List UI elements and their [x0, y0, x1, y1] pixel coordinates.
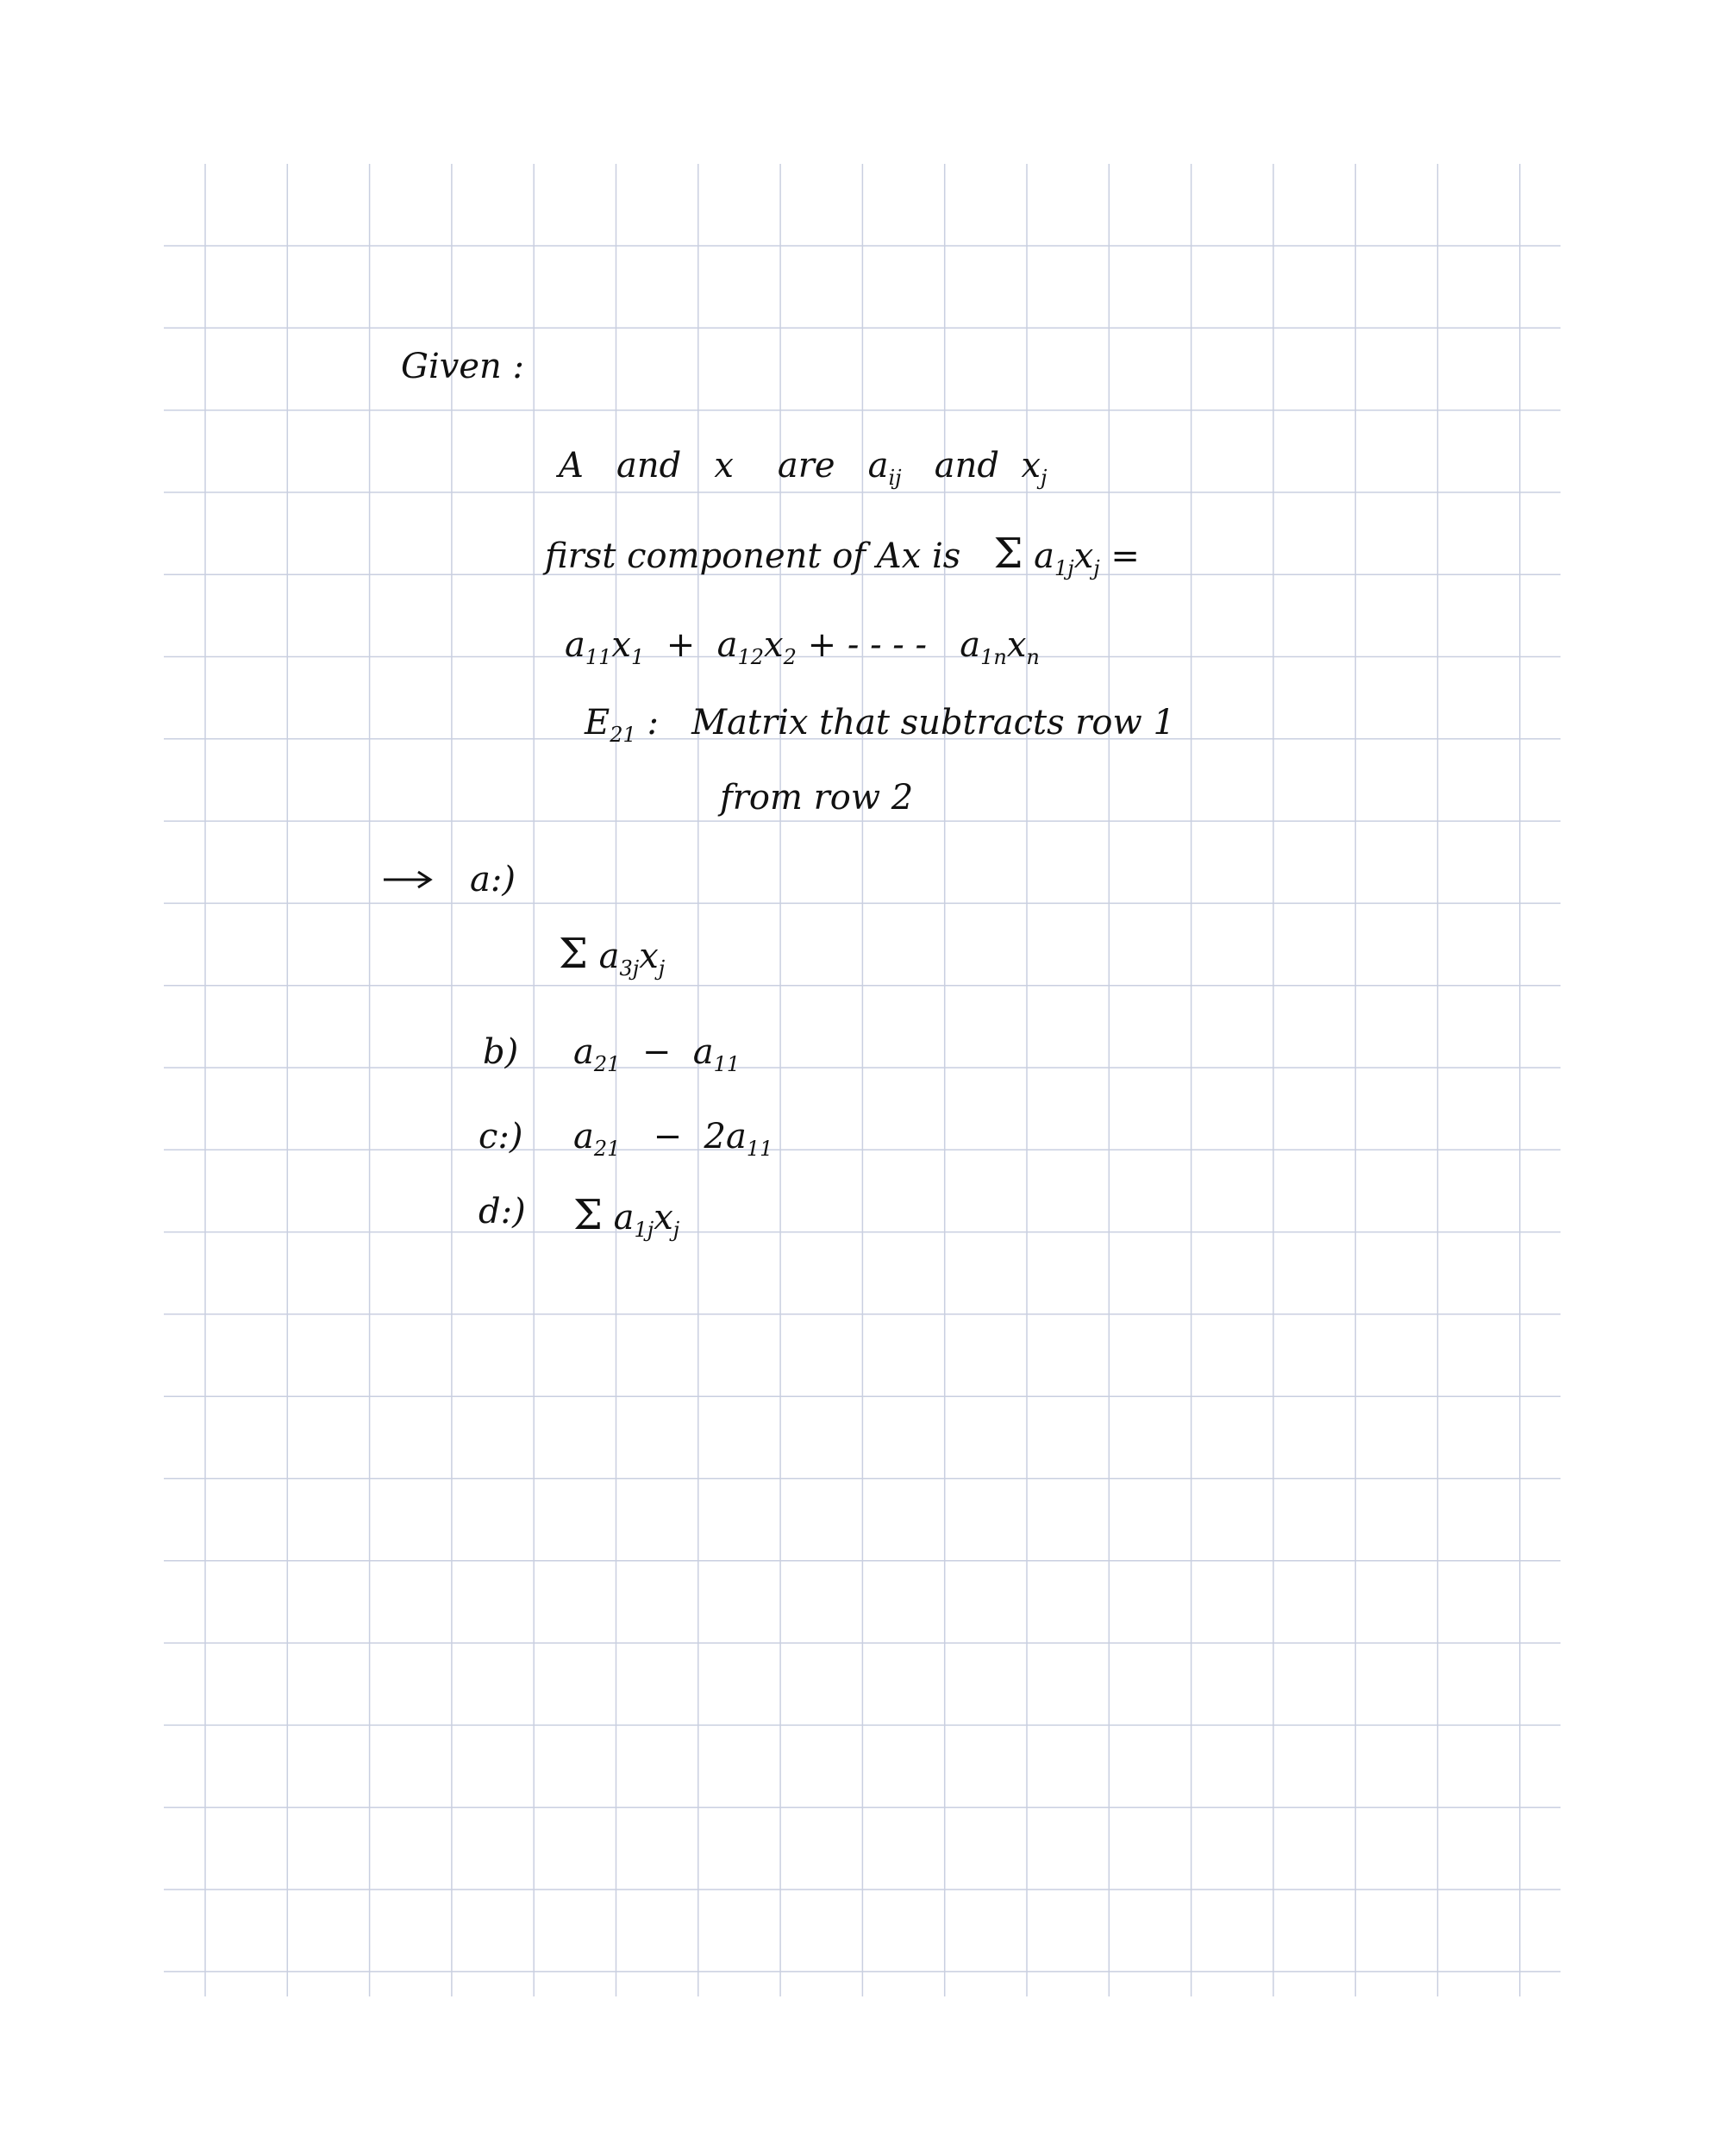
e21-description: Matrix that subtracts row 1 [691, 703, 1175, 743]
minus-sign: − [641, 1032, 672, 1072]
part-d-label: d:) [478, 1192, 526, 1232]
sigma-symbol: Σ [559, 930, 588, 978]
part-b-answer [573, 1032, 741, 1076]
part-a-answer [559, 930, 666, 981]
coefficient: 2 [704, 1117, 726, 1156]
term-a11: $a_{11}$ [692, 1032, 741, 1076]
term-a12-x2: $a_{12}x_2$ [716, 625, 797, 669]
term-a3j-xj: $a_{3j}x_j$ [598, 937, 666, 981]
word-and: and [616, 446, 682, 486]
elimination-matrix-line-2: from row 2 [720, 778, 914, 818]
term-a21: $a_{21}$ [573, 1117, 621, 1161]
definition-line-2 [545, 530, 1140, 580]
element-xj: $x_j$ [1021, 446, 1048, 490]
ellipsis-dashes: - - - - [847, 625, 928, 665]
right-arrow-icon [382, 867, 434, 893]
term-a21: $a_{21}$ [573, 1032, 621, 1076]
part-c-label: c:) [478, 1117, 523, 1156]
term-a11-x1: $a_{11}x_1$ [565, 625, 645, 669]
term-a11: $a_{11}$ [725, 1117, 773, 1161]
definition-line-1 [559, 448, 1047, 488]
word-and-2: and [934, 446, 999, 486]
element-aij: $a_{ij}$ [867, 446, 902, 490]
word-are: are [777, 446, 835, 486]
colon: : [647, 703, 659, 743]
part-b-label: b) [483, 1032, 519, 1072]
equals-sign: = [1110, 536, 1140, 576]
term-a1j-xj: $a_{1j}x_j$ [613, 1198, 680, 1242]
given-label: Given : [401, 347, 524, 386]
matrix-e21: $E_{21}$ [585, 703, 636, 747]
part-c-answer [573, 1119, 772, 1159]
term-a1j: $a_{1j}$ [1034, 536, 1074, 580]
term-xj: $x_j$ [1073, 536, 1100, 580]
expansion-line [565, 625, 1040, 669]
term-a1n-xn: $a_{1n}x_n$ [960, 625, 1040, 669]
part-d-answer [573, 1191, 680, 1242]
first-component-text: first component of Ax is [545, 536, 961, 576]
plus-sign: + [666, 625, 696, 665]
matrix-a: A [559, 446, 584, 486]
sigma-symbol: Σ [993, 530, 1023, 578]
vector-x: x [714, 446, 734, 486]
plus-sign-2: + [807, 625, 837, 665]
part-a-label: a:) [470, 860, 516, 899]
elimination-matrix-line [585, 705, 1175, 745]
sigma-symbol: Σ [573, 1191, 603, 1239]
minus-sign: − [653, 1117, 683, 1156]
